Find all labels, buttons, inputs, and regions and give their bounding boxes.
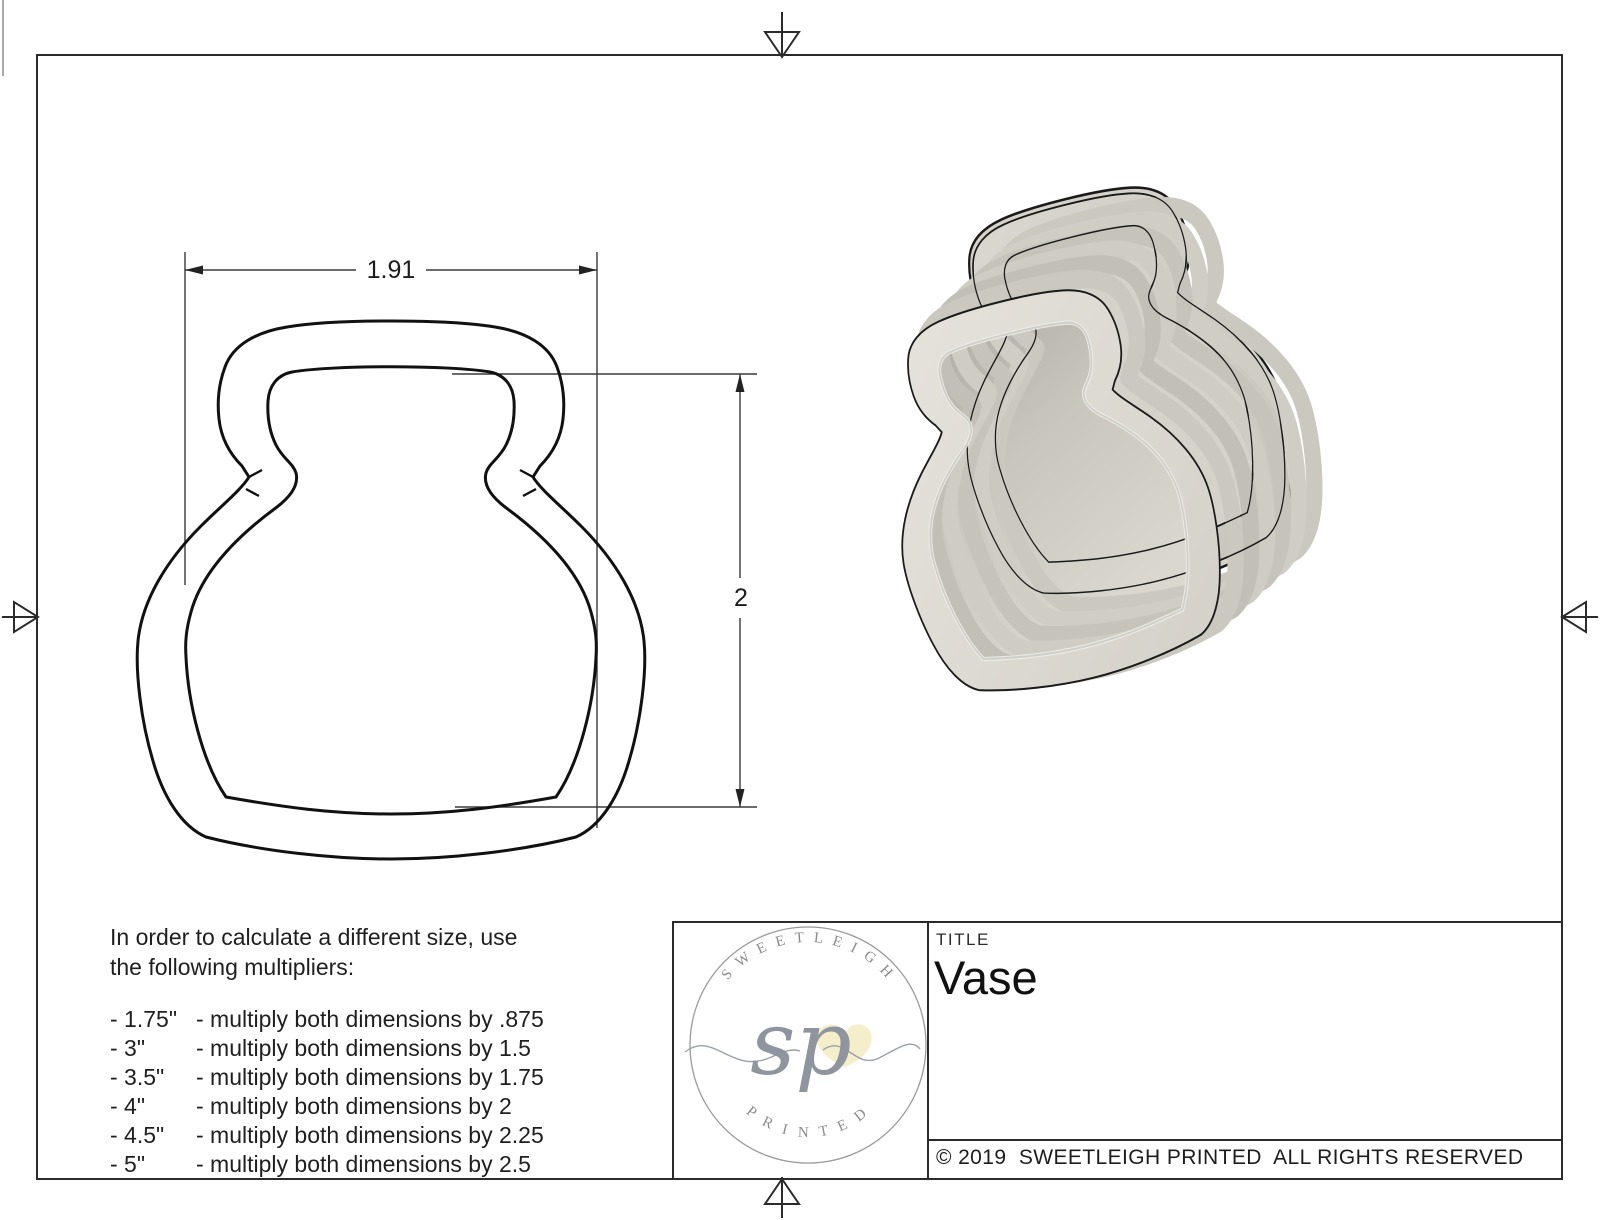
logo-arc-bottom: P R I N T E D bbox=[743, 1103, 873, 1142]
multiplier-rule: - multiply both dimensions by 1.5 bbox=[196, 1035, 531, 1061]
multiplier-rule: - multiply both dimensions by 2.5 bbox=[196, 1151, 531, 1177]
extension-lines bbox=[185, 252, 757, 828]
dimension-height-label: 2 bbox=[734, 584, 748, 612]
copyright-text: © 2019 SWEETLEIGH PRINTED ALL RIGHTS RESERVED bbox=[936, 1146, 1524, 1169]
arrow-down-icon bbox=[736, 789, 745, 807]
arrow-left-icon bbox=[185, 266, 203, 275]
multiplier-rule: - multiply both dimensions by 1.75 bbox=[196, 1064, 544, 1090]
brand-logo bbox=[673, 922, 928, 1179]
arrow-up-icon bbox=[736, 374, 745, 392]
multiplier-size: - 3.5" bbox=[110, 1064, 165, 1090]
multiplier-list bbox=[110, 1008, 670, 1175]
logo-arc-top: S W E E T L E I G H bbox=[718, 929, 898, 984]
logo-monogram: sp bbox=[750, 992, 852, 1095]
neck-notch-ticks bbox=[246, 470, 536, 496]
title-label: TITLE bbox=[936, 930, 990, 949]
multiplier-size: - 3" bbox=[110, 1035, 146, 1061]
dimension-width-label: 1.91 bbox=[366, 256, 416, 284]
arrow-right-icon bbox=[579, 266, 597, 275]
multiplier-rule: - multiply both dimensions by 2 bbox=[196, 1093, 512, 1119]
multiplier-rule: - multiply both dimensions by 2.25 bbox=[196, 1122, 544, 1148]
multiplier-size: - 5" bbox=[110, 1151, 146, 1177]
multiplier-size: - 4.5" bbox=[110, 1122, 165, 1148]
note-line-2: the following multipliers: bbox=[110, 954, 355, 980]
multiplier-rule: - multiply both dimensions by .875 bbox=[196, 1006, 544, 1032]
note-line-1: In order to calculate a different size, use bbox=[110, 924, 518, 950]
vase-3d-render bbox=[845, 80, 1390, 725]
multiplier-size: - 4" bbox=[110, 1093, 146, 1119]
vase-outline bbox=[137, 321, 645, 859]
size-note bbox=[110, 922, 670, 1175]
multiplier-size: - 1.75" bbox=[110, 1006, 177, 1032]
page-title: Vase bbox=[934, 951, 1038, 1004]
